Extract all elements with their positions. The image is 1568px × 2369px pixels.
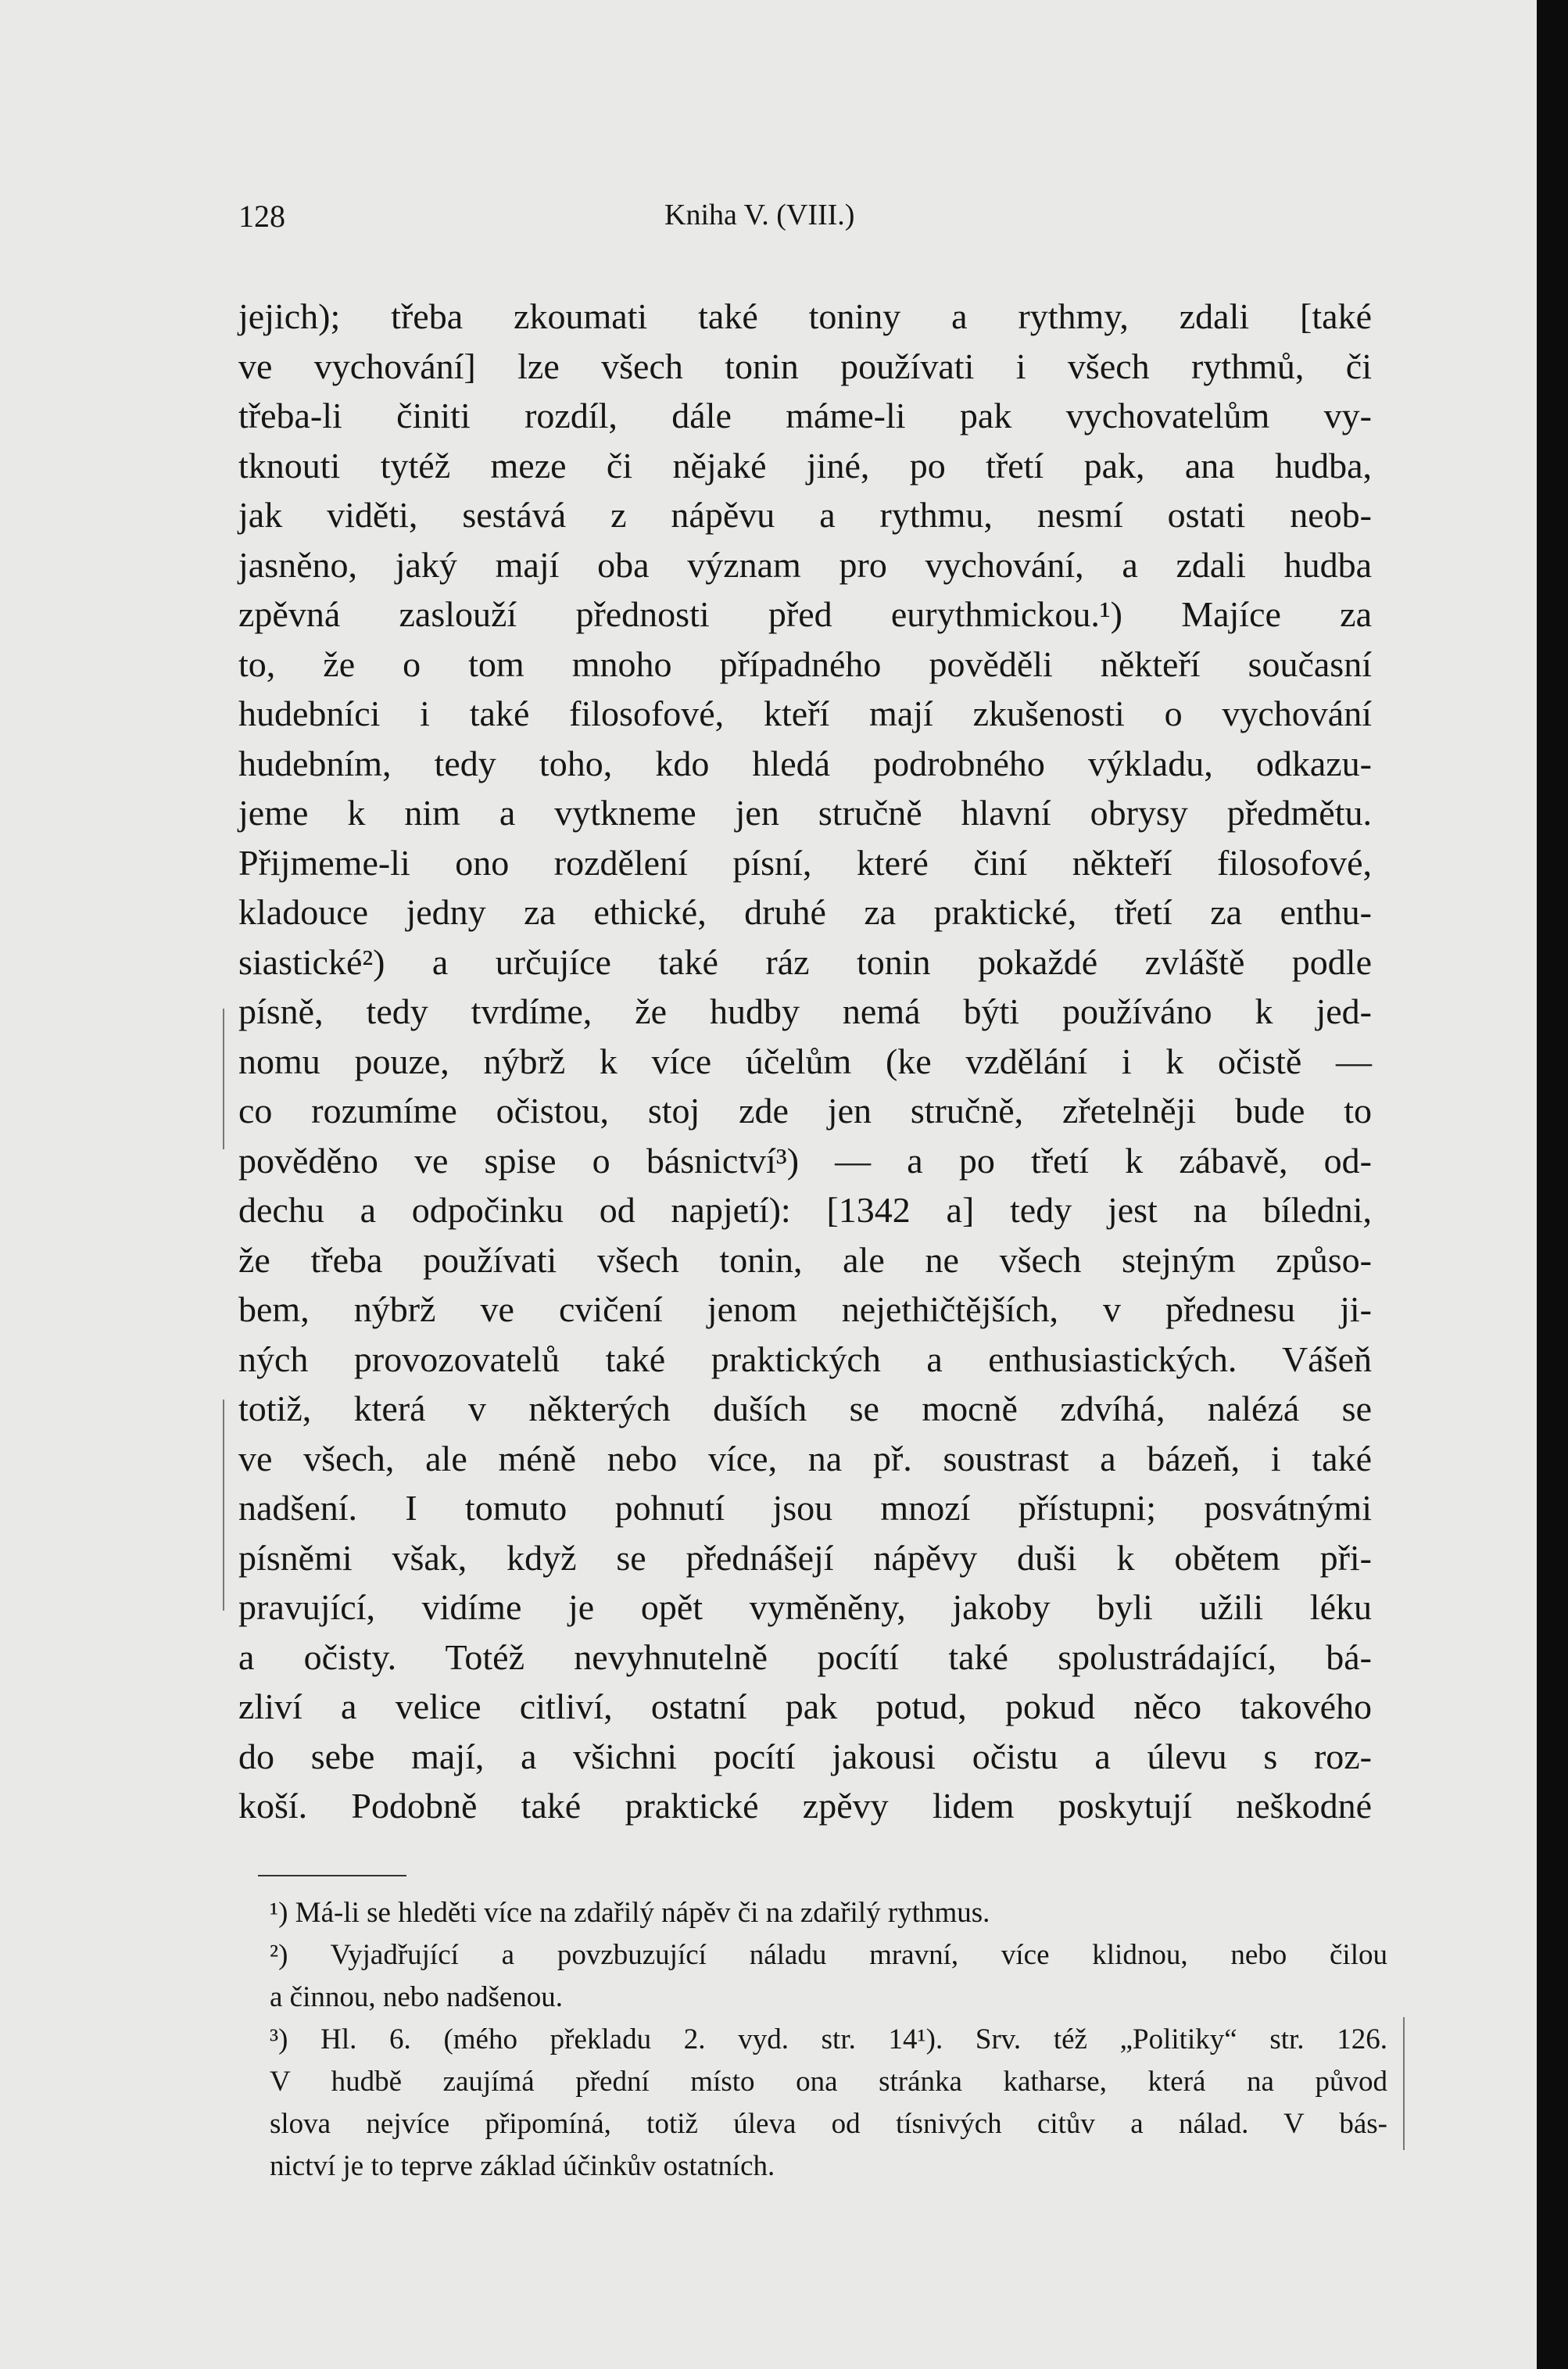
scan-edge (1537, 0, 1568, 2369)
text-line: jejich); třeba zkoumati také toniny a rythmy, zdali [také (238, 296, 1372, 336)
text-line: zliví a velice citliví, ostatní pak potud, pokud něco takového (238, 1686, 1372, 1726)
text-line: ných provozovatelů také praktických a enthusiastických. Vášeň (238, 1339, 1372, 1379)
text-line: hudebníci i také filosofové, kteří mají zkušenosti o vychování (238, 693, 1372, 733)
text-line: koší. Podobně také praktické zpěvy lidem poskytují neškodné (238, 1786, 1372, 1826)
text-line: totiž, která v některých duších se mocně zdvíhá, nalézá se (238, 1389, 1372, 1428)
footnote-line: ²) Vyjadřující a povzbuzující náladu mravní, více klidnou, nebo čilou (270, 1939, 1387, 1971)
text-line: pravující, vidíme je opět vyměněny, jakoby byli užili léku (238, 1587, 1372, 1627)
footnote-line: a činnou, nebo nadšenou. (270, 1981, 564, 2013)
footnote-line: V hudbě zaujímá přední místo ona stránka katharse, která na původ (270, 2066, 1387, 2098)
text-line: co rozumíme očistou, stoj zde jen stručně, zřetelněji bude to (238, 1091, 1372, 1131)
footnote-line: ³) Hl. 6. (mého překladu 2. vyd. str. 14¹). Srv. též „Politiky“ str. 126. (270, 2023, 1387, 2055)
text-line: a očisty. Totéž nevyhnutelně pocítí také spolustrádající, bá- (238, 1636, 1372, 1677)
text-line: tknouti tytéž meze či nějaké jiné, po třetí pak, ana hudba, (238, 445, 1372, 486)
footnote-line: ¹) Má-li se hleděti více na zdařilý nápěv či na zdařilý rythmus. (270, 1897, 990, 1929)
text-line: jak viděti, sestává z nápěvu a rythmu, nesmí ostati neob- (238, 495, 1372, 535)
margin-mark (1403, 2017, 1405, 2150)
text-line: bem, nýbrž ve cvičení jenom nejethičtějších, v přednesu ji- (238, 1289, 1372, 1329)
text-line: písně, tedy tvrdíme, že hudby nemá býti používáno k jed- (238, 991, 1372, 1031)
footnotes (270, 1892, 1387, 2188)
text-line: že třeba používati všech tonin, ale ne všech stejným způso- (238, 1239, 1372, 1280)
text-line: jasněno, jaký mají oba význam pro vychování, a zdali hudba (238, 544, 1372, 585)
text-line: nomu pouze, nýbrž k více účelům (ke vzdělání i k očistě — (238, 1041, 1372, 1081)
text-line: ve všech, ale méně nebo více, na př. soustrast a bázeň, i také (238, 1438, 1372, 1478)
text-line: písněmi však, když se přednášejí nápěvy duši k obětem při- (238, 1537, 1372, 1578)
text-line: ve vychování] lze všech tonin používati i všech rythmů, či (238, 346, 1372, 386)
text-line: Přijmeme-li ono rozdělení písní, které činí někteří filosofové, (238, 842, 1372, 883)
text-line: to, že o tom mnoho případného pověděli někteří současní (238, 643, 1372, 684)
text-line: třeba-li činiti rozdíl, dále máme-li pak vychovatelům vy- (238, 396, 1372, 435)
footnote-line: slova nejvíce připomíná, totiž úleva od tísnivých citův a nálad. V bás- (270, 2108, 1387, 2140)
footnote-divider (258, 1875, 406, 1876)
running-head: Kniha V. (VIII.) (664, 199, 855, 231)
margin-mark (223, 1400, 224, 1611)
text-line: jeme k nim a vytkneme jen stručně hlavní obrysy předmětu. (238, 793, 1372, 833)
page-header (238, 198, 1372, 245)
margin-mark (223, 1009, 224, 1149)
footnote-line: nictví je to teprve základ účinkův ostatních. (270, 2150, 775, 2182)
main-text (238, 292, 1372, 1831)
text-line: siastické²) a určujíce také ráz tonin pokaždé zvláště podle (238, 941, 1372, 982)
text-line: dechu a odpočinku od napjetí): [1342 a] tedy jest na bíledni, (238, 1190, 1372, 1230)
text-line: zpěvná zaslouží přednosti před eurythmickou.¹) Majíce za (238, 594, 1372, 634)
text-line: kladouce jedny za ethické, druhé za praktické, třetí za enthu- (238, 892, 1372, 932)
text-line: do sebe mají, a všichni pocítí jakousi očistu a úlevu s roz- (238, 1736, 1372, 1776)
text-line: pověděno ve spise o básnictví³) — a po třetí k zábavě, od- (238, 1140, 1372, 1181)
text-line: hudebním, tedy toho, kdo hledá podrobného výkladu, odkazu- (238, 743, 1372, 783)
text-line: nadšení. I tomuto pohnutí jsou mnozí přístupni; posvátnými (238, 1488, 1372, 1528)
page-number: 128 (238, 199, 285, 234)
